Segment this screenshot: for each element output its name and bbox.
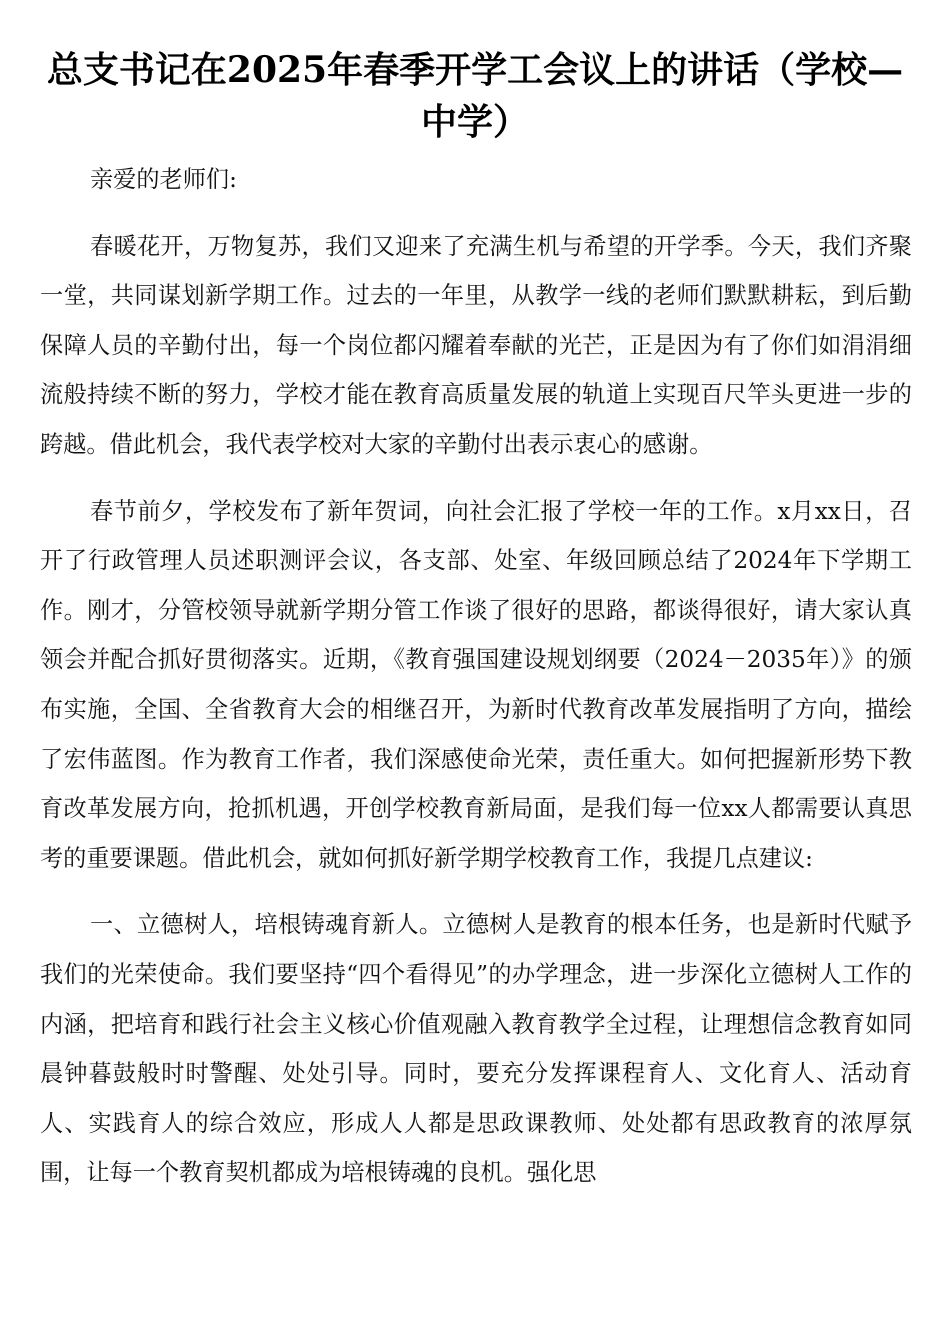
salutation: 亲爱的老师们: <box>90 166 237 193</box>
paragraph-point-one: 一、立德树人，培根铸魂育新人。立德树人是教育的根本任务，也是新时代赋予我们的光荣使命。我们要坚持“四个看得见”的办学理念，进一步深化立德树人工作的内涵，把培育和践行社会主义核心价值观融入教育教学全过程，让理想信念教育如同晨钟暮鼓般时时警醒、处处引导。同时，要充分发挥课程育人、文化育人、活动育人、实践育人的综合效应，形成人人都是思政课教师、处处都有思政教育的浓厚氛围，让每一个教育契机都成为培根铸魂的良机。强化思 <box>40 911 912 1187</box>
paragraph-background: 春节前夕，学校发布了新年贺词，向社会汇报了学校一年的工作。x月xx日，召开了行政管理人员述职测评会议，各支部、处室、年级回顾总结了2024年下学期工作。刚才，分管校领导就新学期分管工作谈了很好的思路，都谈得很好，请大家认真领会并配合抓好贯彻落实。近期，《教育强国建设规划纲要（2024－2035年）》的颁布实施，全国、全省教育大会的相继召开，为新时代教育改革发展指明了方向，描绘了宏伟蓝图。作为教育工作者，我们深感使命光荣，责任重大。如何把握新形势下教育改革发展方向，抢抓机遇，开创学校教育新局面，是我们每一位xx人都需要认真思考的重要课题。借此机会，就如何抓好新学期学校教育工作，我提几点建议: <box>40 497 912 872</box>
paragraph-opening: 春暖花开，万物复苏，我们又迎来了充满生机与希望的开学季。今天，我们齐聚一堂，共同谋划新学期工作。过去的一年里，从教学一线的老师们默默耕耘，到后勤保障人员的辛勤付出，每一个岗位都闪耀着奉献的光芒，正是因为有了你们如涓涓细流般持续不断的努力，学校才能在教育高质量发展的轨道上实现百尺竿头更进一步的跨越。借此机会，我代表学校对大家的辛勤付出表示衷心的感谢。 <box>40 232 912 458</box>
document-body <box>40 155 912 1198</box>
document-title: 总支书记在2025年春季开学工会议上的讲话（学校—中学） <box>46 49 904 143</box>
